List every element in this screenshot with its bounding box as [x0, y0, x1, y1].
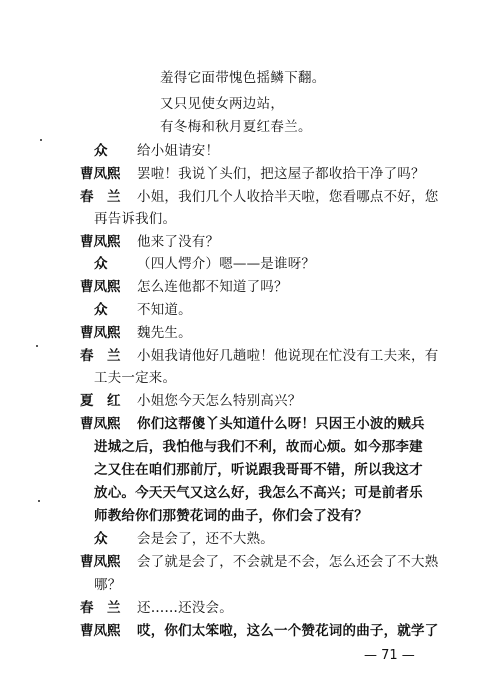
speaker-label: 曹凤熙: [80, 416, 121, 432]
dialogue-line: 小姐您今天怎么特别高兴？: [137, 393, 302, 409]
dialogue-line: 之又住在咱们那前厅，听说跟我哥哥不错，所以我这才: [94, 462, 423, 478]
speaker-label: 春 兰: [80, 600, 121, 616]
dialogue-line: 小姐，我们几个人收拾半天啦，您看哪点不好，您: [137, 189, 439, 205]
speaker-label: 曹凤熙: [80, 166, 121, 182]
speaker-label: 曹凤熙: [80, 279, 121, 295]
dialogue-line: 哎，你们太笨啦，这么一个赞花词的曲子，就学了: [137, 623, 439, 639]
speaker-label: 夏 红: [80, 393, 121, 409]
dialogue-line: 会了就是会了，不会就是不会，怎么还会了不大熟: [137, 554, 439, 570]
dialogue-line: （四人愕介）嗯——是谁呀？: [137, 256, 316, 272]
dialogue-line: 他来了没有？: [137, 234, 220, 250]
verse-line: 又只见使女两边站，: [160, 96, 285, 112]
dialogue-line: 放心。今天天气又这么好，我怎么不高兴；可是前者乐: [94, 485, 423, 501]
dialogue-line: 工夫一定来。: [94, 370, 177, 386]
dialogue-line: 再告诉我们。: [94, 211, 177, 227]
speaker-label: 春 兰: [80, 189, 121, 205]
speaker-label: 众: [94, 302, 108, 318]
verse-line: 羞得它面带愧色摇鳞下翻。: [160, 70, 326, 86]
speaker-label: 曹凤熙: [80, 623, 121, 639]
speaker-label: 众: [94, 531, 108, 547]
dialogue-line: 进城之后，我怕他与我们不利，故而心烦。如今那李建: [94, 439, 423, 455]
dialogue-line: 你们这帮傻丫头知道什么呀！只因王小波的贼兵: [137, 416, 425, 432]
dialogue-line: 小姐我请他好几趟啦！他说现在忙没有工夫来，有: [137, 348, 439, 364]
dialogue-line: 给小姐请安！: [137, 143, 220, 159]
page-number: — 71 —: [364, 648, 415, 663]
dialogue-line: 师教给你们那赞花词的曲子，你们会了没有？: [94, 508, 368, 524]
speaker-label: 众: [94, 256, 108, 272]
speaker-label: 曹凤熙: [80, 325, 121, 341]
dialogue-line: 还……还没会。: [137, 600, 233, 616]
speaker-label: 曹凤熙: [80, 234, 121, 250]
dialogue-line: 魏先生。: [137, 325, 192, 341]
verse-line: 有冬梅和秋月夏红春兰。: [160, 119, 312, 135]
scan-speck: [40, 139, 42, 141]
dialogue-line: 哪？: [94, 577, 122, 593]
scan-speck: [38, 500, 40, 502]
scan-speck: [36, 345, 38, 347]
dialogue-line: 罢啦！我说丫头们，把这屋子都收拾干净了吗？: [137, 166, 425, 182]
dialogue-line: 怎么连他都不知道了吗？: [137, 279, 288, 295]
speaker-label: 众: [94, 143, 108, 159]
speaker-label: 曹凤熙: [80, 554, 121, 570]
dialogue-line: 不知道。: [137, 302, 192, 318]
speaker-label: 春 兰: [80, 348, 121, 364]
dialogue-line: 会是会了，还不大熟。: [137, 531, 274, 547]
